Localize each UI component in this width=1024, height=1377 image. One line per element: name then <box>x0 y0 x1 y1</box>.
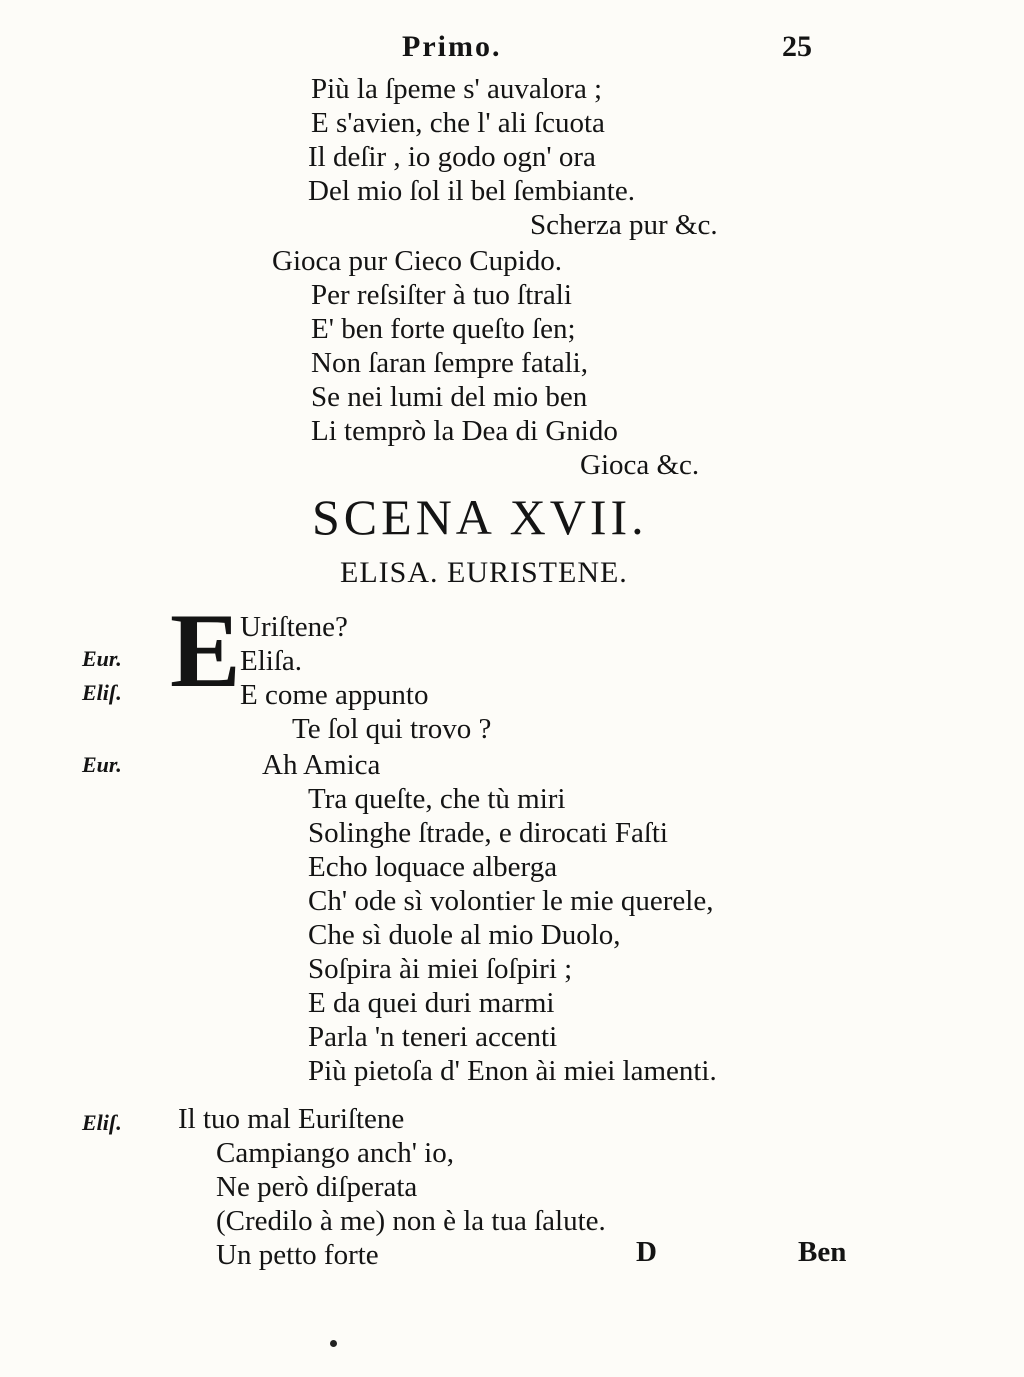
verse-line: Se nei lumi del mio ben <box>311 381 588 413</box>
verse-line: Del mio ſol il bel ſembiante. <box>308 175 635 207</box>
speaker-label: Eliſ. <box>82 680 122 705</box>
dialogue-line: Tra queſte, che tù miri <box>308 783 566 815</box>
dialogue-line: Ch' ode sì volontier le mie querele, <box>308 885 714 917</box>
dialogue-line: Che sì duole al mio Duolo, <box>308 919 621 951</box>
scene-characters: ELISA. EURISTENE. <box>340 556 628 589</box>
speaker-label: Eliſ. <box>82 1110 122 1135</box>
dialogue-line: Uriſtene? <box>240 611 348 643</box>
dialogue-line: Echo loquace alberga <box>308 851 558 883</box>
verse-line: Non ſaran ſempre fatali, <box>311 347 588 379</box>
dialogue-line: E da quei duri marmi <box>308 987 555 1019</box>
speaker-label: Eur. <box>82 752 122 777</box>
dialogue-line: Ne però diſperata <box>216 1171 418 1203</box>
verse-line: Li temprò la Dea di Gnido <box>311 415 618 447</box>
dialogue-line: Solinghe ſtrade, e dirocati Faſti <box>308 817 668 849</box>
verse-refrain: Scherza pur &c. <box>530 209 718 241</box>
speaker-label: Eur. <box>82 646 122 671</box>
scene-heading: SCENA XVII. <box>312 489 648 545</box>
dialogue-line: Soſpira ài miei ſoſpiri ; <box>308 953 573 985</box>
verse-line: Più la ſpeme s' auvalora ; <box>311 73 603 105</box>
running-head: Primo. <box>402 30 502 63</box>
dialogue-line: Ah Amica <box>262 749 381 781</box>
dialogue-line: Parla 'n teneri accenti <box>308 1021 558 1053</box>
dialogue-line: (Credilo à me) non è la tua ſalute. <box>216 1205 606 1237</box>
verse-line: Per reſsiſter à tuo ſtrali <box>311 279 572 311</box>
verse-refrain: Gioca &c. <box>580 449 700 481</box>
dialogue-line: Campiango anch' io, <box>216 1137 454 1169</box>
dialogue-line: E come appunto <box>240 679 429 711</box>
verse-line: Gioca pur Cieco Cupido. <box>272 245 562 277</box>
verse-line: E s'avien, che l' ali ſcuota <box>311 107 605 139</box>
drop-cap: E <box>170 592 241 709</box>
verse-line: Il deſir , io godo ogn' ora <box>308 141 596 173</box>
catchword: Ben <box>798 1236 847 1268</box>
signature-mark: D <box>636 1236 657 1268</box>
dialogue-line: Te ſol qui trovo ? <box>292 713 492 745</box>
page-number: 25 <box>782 30 812 63</box>
dialogue-line: Il tuo mal Euriſtene <box>178 1103 405 1135</box>
dialogue-line: Un petto forte <box>216 1239 379 1271</box>
dialogue-line: Più pietoſa d' Enon ài miei lamenti. <box>308 1055 717 1087</box>
verse-line: E' ben forte queſto ſen; <box>311 313 576 345</box>
ink-spot <box>330 1340 337 1347</box>
dialogue-line: Eliſa. <box>240 645 303 677</box>
